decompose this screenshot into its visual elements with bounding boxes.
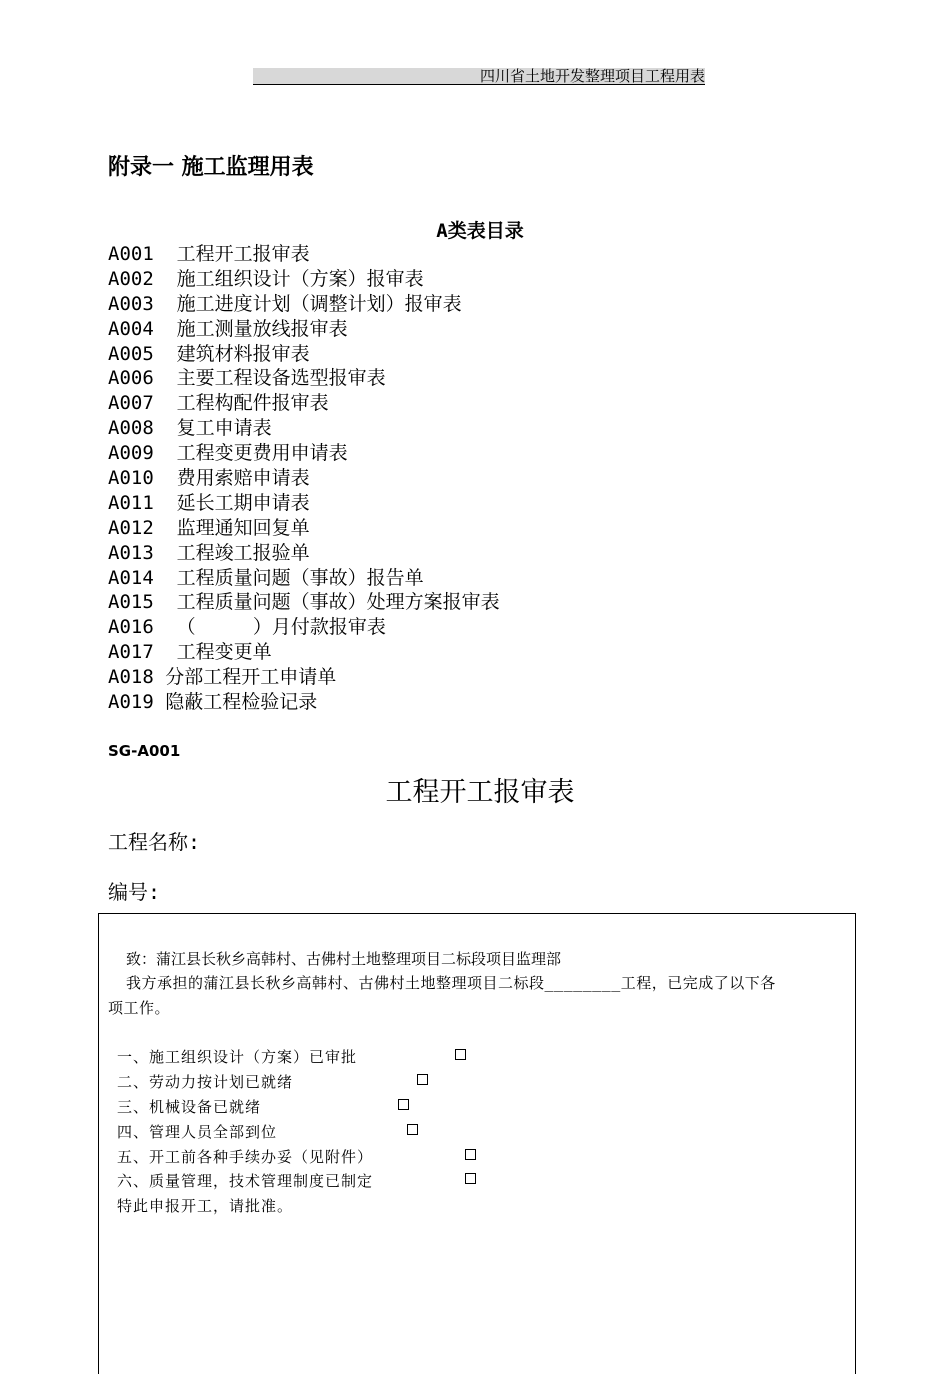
checklist-checkbox[interactable] bbox=[398, 1099, 409, 1110]
toc-item: A012 监理通知回复单 bbox=[108, 516, 310, 539]
checklist-item-label: 三、机械设备已就绪 bbox=[117, 1098, 262, 1116]
toc-title: A类表目录 bbox=[436, 220, 524, 242]
appendix-title: 附录一 施工监理用表 bbox=[108, 155, 314, 180]
toc-item: A017 工程变更单 bbox=[108, 641, 272, 664]
number-label: 编号: bbox=[108, 880, 161, 904]
toc-item: A011 延长工期申请表 bbox=[108, 491, 310, 514]
checklist-item-label: 五、开工前各种手续办妥（见附件） bbox=[117, 1148, 374, 1166]
checklist-checkbox[interactable] bbox=[407, 1124, 418, 1135]
toc-item: A015 工程质量问题（事故）处理方案报审表 bbox=[108, 591, 500, 614]
statement-line-1: 我方承担的蒲江县长秋乡高韩村、古佛村土地整理项目二标段________工程，已完成了以下各 bbox=[126, 974, 776, 992]
toc-item: A006 主要工程设备选型报审表 bbox=[108, 367, 386, 390]
page-header bbox=[253, 68, 705, 85]
form-code: SG-A001 bbox=[108, 742, 181, 760]
toc-item: A007 工程构配件报审表 bbox=[108, 392, 329, 415]
checklist-checkbox[interactable] bbox=[465, 1149, 476, 1160]
toc-item: A018 分部工程开工申请单 bbox=[108, 666, 337, 689]
checklist-item-label: 一、施工组织设计（方案）已审批 bbox=[117, 1048, 358, 1066]
toc-item: A005 建筑材料报审表 bbox=[108, 342, 310, 365]
checklist-item-label: 二、劳动力按计划已就绪 bbox=[117, 1073, 294, 1091]
toc-item: A009 工程变更费用申请表 bbox=[108, 442, 348, 465]
checklist-checkbox[interactable] bbox=[455, 1049, 466, 1060]
project-name-label: 工程名称: bbox=[108, 830, 201, 854]
header-text: 四川省土地开发整理项目工程用表 bbox=[479, 67, 705, 85]
toc-item: A003 施工进度计划（调整计划）报审表 bbox=[108, 292, 462, 315]
toc-item: A019 隐蔽工程检验记录 bbox=[108, 691, 318, 714]
checklist-item-label: 六、质量管理，技术管理制度已制定 bbox=[117, 1172, 374, 1190]
checklist-item-label: 四、管理人员全部到位 bbox=[117, 1123, 278, 1141]
checklist-checkbox[interactable] bbox=[465, 1173, 476, 1184]
closing-text: 特此申报开工，请批准。 bbox=[117, 1197, 294, 1215]
toc-item: A014 工程质量问题（事故）报告单 bbox=[108, 566, 424, 589]
toc-item: A008 复工申请表 bbox=[108, 417, 272, 440]
toc-item: A004 施工测量放线报审表 bbox=[108, 317, 348, 340]
toc-item: A002 施工组织设计（方案）报审表 bbox=[108, 267, 424, 290]
checklist-checkbox[interactable] bbox=[417, 1074, 428, 1085]
toc-list bbox=[108, 242, 500, 715]
toc-item: A016 （ ）月付款报审表 bbox=[108, 616, 386, 639]
statement-line-2: 项工作。 bbox=[108, 999, 171, 1017]
toc-item: A013 工程竣工报验单 bbox=[108, 541, 310, 564]
toc-item: A001 工程开工报审表 bbox=[108, 243, 310, 265]
toc-item: A010 费用索赔申请表 bbox=[108, 467, 310, 490]
addressee: 致：蒲江县长秋乡高韩村、古佛村土地整理项目二标段项目监理部 bbox=[126, 950, 562, 968]
form-title: 工程开工报审表 bbox=[385, 777, 575, 808]
